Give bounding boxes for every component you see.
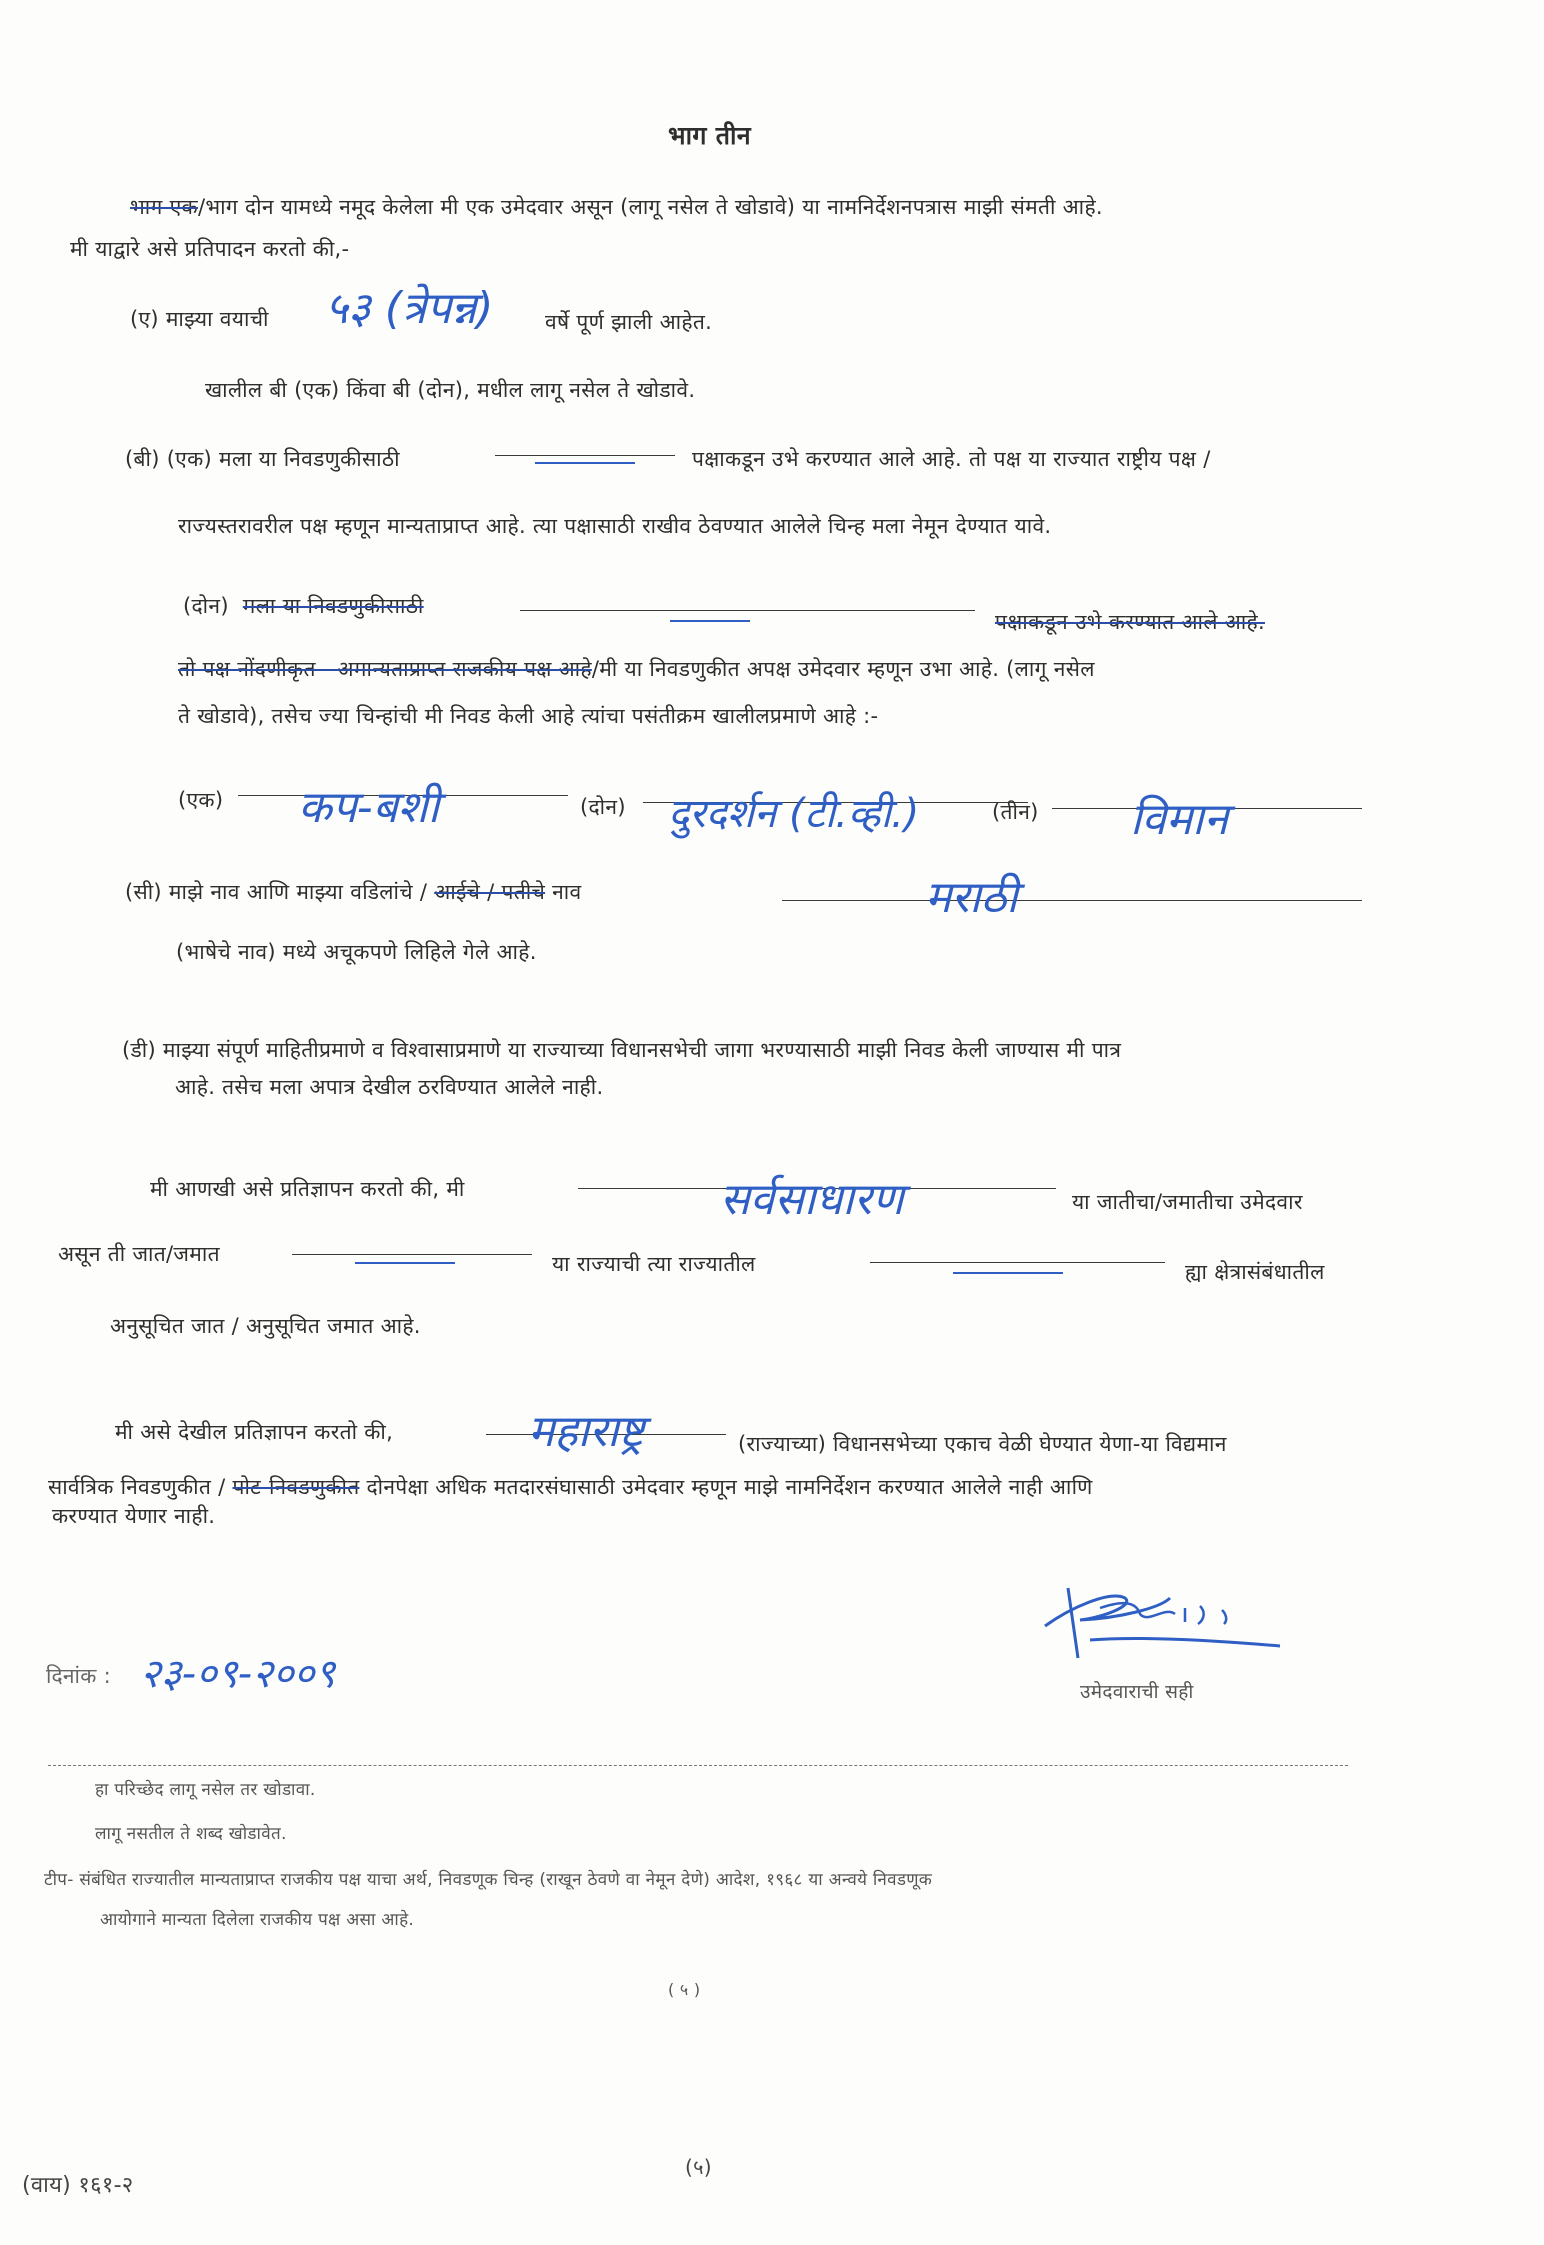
- category-handwritten: सर्वसाधारण: [720, 1174, 904, 1225]
- page-title: भाग तीन: [668, 121, 751, 150]
- blank-dash-mark: [355, 1262, 455, 1264]
- symbol-choice-2: दुरदर्शन (टी.व्ही.): [668, 791, 920, 837]
- item-a-suffix: वर्षे पूर्ण झाली आहेत.: [545, 310, 713, 334]
- date-label: दिनांक :: [46, 1664, 112, 1688]
- footnote-2: लागू नसतील ते शब्द खोडावेत.: [95, 1824, 287, 1844]
- date-handwritten: २३-०९-२००९: [140, 1651, 336, 1697]
- caste-line-2a: असून ती जात/जमात: [58, 1242, 220, 1266]
- signature-label: उमेदवाराची सही: [1080, 1681, 1194, 1703]
- item-d-line-1: (डी) माझ्या संपूर्ण माहितीप्रमाणे व विश्वासाप्रमाणे या राज्याच्या विधानसभेची जागा भरण्यासाठी माझी निवड केली जाण्यास मी पात्र: [122, 1038, 1122, 1062]
- symbol-label-3: (तीन): [992, 800, 1039, 824]
- note-line-1: टीप- संबंधित राज्यातील मान्यताप्राप्त राजकीय पक्ष याचा अर्थ, निवडणूक चिन्ह (राखून ठेवणे वा नेमून देणे) आदेश, १९६८ या अन्वये निवडणूक: [44, 1870, 933, 1890]
- intro-line-1: भाग एक/भाग दोन यामध्ये नमूद केलेला मी एक उमेदवार असून (लागू नसेल ते खोडावे) या नामनिर्देशनपत्रास माझी संमती आहे.: [130, 195, 1103, 219]
- caste-line-3: अनुसूचित जात / अनुसूचित जमात आहे.: [110, 1314, 421, 1338]
- blank-dash-mark: [535, 462, 635, 464]
- form-code: (वाय) १६१-२: [22, 2173, 134, 2198]
- age-handwritten: ५३ (त्रेपन्न): [325, 283, 494, 334]
- caste-line-2b: या राज्याची त्या राज्यातील: [552, 1252, 756, 1276]
- party-blank-line: [520, 610, 975, 611]
- caste-line-1a: मी आणखी असे प्रतिज्ञापन करतो की, मी: [150, 1177, 465, 1201]
- struck-text: तो पक्ष नोंदणीकृत - अमान्यताप्राप्त राजकीय पक्ष आहे: [178, 657, 592, 681]
- item-b1-line-1b: पक्षाकडून उभे करण्यात आले आहे. तो पक्ष या राज्यात राष्ट्रीय पक्ष /: [692, 447, 1211, 471]
- struck-text: पोट-निवडणुकीत: [232, 1475, 360, 1499]
- struck-text: मला या निवडणुकीसाठी: [242, 594, 424, 618]
- footnote-1: हा परिच्छेद लागू नसेल तर खोडावा.: [95, 1780, 316, 1800]
- intro-line-2: मी याद्वारे असे प्रतिपादन करतो की,-: [70, 237, 350, 261]
- item-a-prefix: (ए) माझ्या वयाची: [130, 307, 269, 331]
- b-note: खालील बी (एक) किंवा बी (दोन), मधील लागू नसेल ते खोडावे.: [205, 378, 696, 402]
- item-d-line-2: आहे. तसेच मला अपात्र देखील ठरविण्यात आलेले नाही.: [175, 1075, 604, 1099]
- item-c-line-2: (भाषेचे नाव) मध्ये अचूकपणे लिहिले गेले आहे.: [176, 940, 537, 964]
- state-line-1b: (राज्याच्या) विधानसभेच्या एकाच वेळी घेण्यात येणा-या विद्यमान: [738, 1432, 1227, 1456]
- note-line-2: आयोगाने मान्यता दिलेला राजकीय पक्ष असा आहे.: [100, 1910, 415, 1930]
- item-b2-label: (दोन): [183, 594, 229, 618]
- footnote-separator: [48, 1765, 1348, 1766]
- language-blank-line: [782, 900, 1362, 901]
- blank-dash-mark: [670, 620, 750, 622]
- state-handwritten: महाराष्ट्र: [528, 1406, 645, 1457]
- caste-blank-line: [292, 1254, 532, 1255]
- signature-image: [1040, 1568, 1285, 1668]
- item-b2-line-3: ते खोडावे), तसेच ज्या चिन्हांची मी निवड केली आहे त्यांचा पसंतीक्रम खालीलप्रमाणे आहे :-: [178, 704, 879, 728]
- struck-text: भाग एक: [130, 195, 198, 219]
- item-b1-line-2: राज्यस्तरावरील पक्ष म्हणून मान्यताप्राप्त आहे. त्या पक्षासाठी राखीव ठेवण्यात आलेले चिन्ह मला नेमून देण्यात यावे.: [178, 514, 1052, 538]
- state-line-1a: मी असे देखील प्रतिज्ञापन करतो की,: [115, 1420, 394, 1444]
- struck-text: पक्षाकडून उभे करण्यात आले आहे.: [995, 610, 1265, 634]
- symbol-label-1: (एक): [178, 788, 224, 812]
- symbol-choice-3: विमान: [1130, 794, 1228, 845]
- item-b1-line-1a: (बी) (एक) मला या निवडणुकीसाठी: [125, 447, 400, 471]
- blank-dash-mark: [953, 1272, 1063, 1274]
- state-line-3: करण्यात येणार नाही.: [52, 1504, 216, 1528]
- state-line-2: सार्वत्रिक निवडणुकीत / पोट-निवडणुकीत दोनपेक्षा अधिक मतदारसंघासाठी उमेदवार म्हणून माझे नामनिर्देशन करण्यात आलेले नाही आणि: [48, 1475, 1093, 1499]
- item-c-line-1: (सी) माझे नाव आणि माझ्या वडिलांचे / आईचे / पतीचे नाव: [125, 880, 582, 904]
- item-b2-line-1: [183, 592, 424, 620]
- language-handwritten: मराठी: [925, 872, 1018, 923]
- struck-text: आईचे / पतीचे: [434, 880, 546, 904]
- caste-line-1b: या जातीचा/जमातीचा उमेदवार: [1072, 1190, 1303, 1214]
- party-blank-line: [495, 455, 675, 456]
- page-number-upper: ( ५ ): [668, 1980, 701, 1999]
- symbol-choice-1: कप-बशी: [298, 782, 440, 833]
- symbol-label-2: (दोन): [580, 795, 626, 819]
- item-b2-line-2: तो पक्ष नोंदणीकृत - अमान्यताप्राप्त राजकीय पक्ष आहे/मी या निवडणुकीत अपक्ष उमेदवार म्हणून उभा आहे. (लागू नसेल: [178, 657, 1095, 681]
- caste-line-2c: ह्या क्षेत्रासंबंधातील: [1185, 1260, 1325, 1284]
- area-blank-line: [870, 1262, 1165, 1263]
- page-number-lower: (५): [685, 2155, 712, 2179]
